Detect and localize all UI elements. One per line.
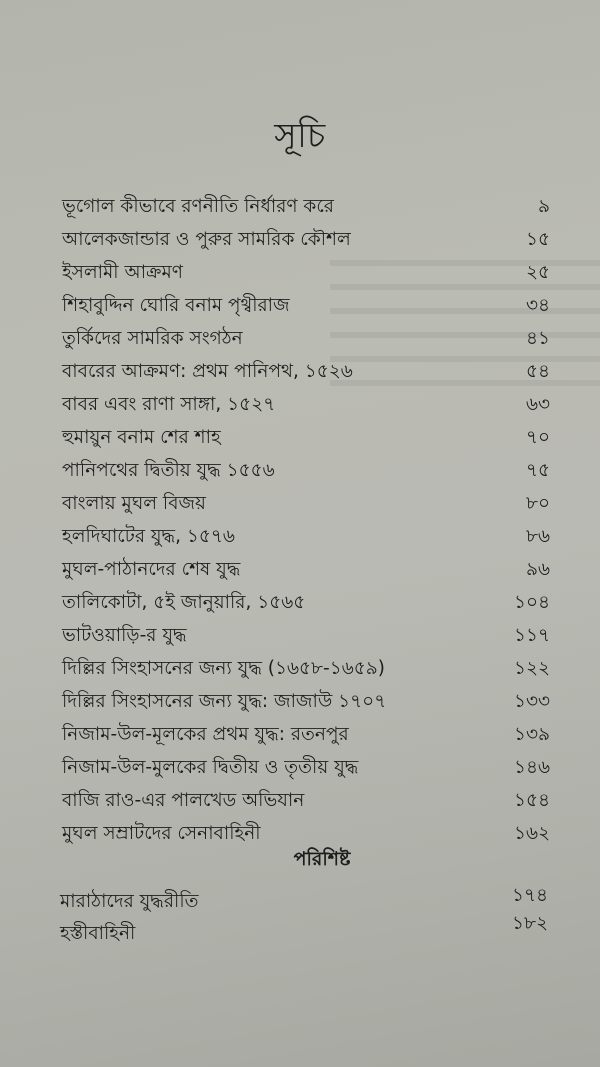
- toc-entry: [62, 190, 550, 223]
- toc-entry-label: নিজাম-উল-মুলকের দ্বিতীয় ও তৃতীয় যুদ্ধ: [62, 757, 359, 778]
- toc-entry: [62, 487, 550, 520]
- toc-entry-page: ৭৫: [525, 460, 550, 481]
- toc-entry: [62, 751, 550, 784]
- toc-entry: [62, 322, 550, 355]
- toc-entry-label: ভূগোল কীভাবে রণনীতি নির্ধারণ করে: [62, 196, 334, 217]
- toc-entry-label: নিজাম-উল-মূলকের প্রথম যুদ্ধ: রতনপুর: [62, 724, 349, 745]
- toc-entry-page: ১৪৬: [513, 757, 550, 778]
- toc-entry-page: ১৫: [525, 229, 550, 250]
- appendix-heading: পরিশিষ্ট: [293, 848, 351, 870]
- toc-entry-label: বাবরের আক্রমণ: প্রথম পানিপথ, ১৫২৬: [62, 361, 353, 382]
- toc-entry-page: ৬৩: [525, 394, 550, 415]
- toc-entry-label: দিল্লির সিংহাসনের জন্য যুদ্ধ (১৬৫৮-১৬৫৯): [62, 658, 385, 679]
- toc-entry: [62, 289, 550, 322]
- table-of-contents: [62, 190, 550, 850]
- toc-entry: [62, 355, 550, 388]
- appendix-entry-page: ১৮২: [511, 913, 548, 934]
- toc-entry-label: আলেকজান্ডার ও পুরুর সামরিক কৌশল: [62, 229, 351, 250]
- toc-entry-page: ৮৬: [525, 526, 550, 547]
- toc-entry: [62, 421, 550, 454]
- toc-entry: [62, 223, 550, 256]
- toc-entry: [62, 520, 550, 553]
- toc-entry-label: মুঘল-পাঠানদের শেষ যুদ্ধ: [62, 559, 241, 580]
- appendix-list: [60, 886, 548, 950]
- toc-entry: [62, 586, 550, 619]
- toc-entry-page: ১৩৩: [513, 691, 550, 712]
- toc-entry-page: ১০৪: [513, 592, 550, 613]
- toc-entry-label: দিল্লির সিংহাসনের জন্য যুদ্ধ: জাজাউ ১৭০৭: [62, 691, 387, 712]
- toc-entry: [62, 388, 550, 421]
- toc-entry-page: ৭০: [525, 427, 550, 448]
- toc-entry-page: ১২২: [513, 658, 550, 679]
- toc-entry-page: ১৫৪: [513, 790, 550, 811]
- toc-entry: [62, 652, 550, 685]
- toc-entry: [62, 619, 550, 652]
- toc-entry: [62, 454, 550, 487]
- toc-entry-label: বাজি রাও-এর পালখেড অভিযান: [62, 790, 305, 811]
- toc-entry-page: ১১৭: [513, 625, 550, 646]
- toc-entry-page: ৩৪: [525, 295, 550, 316]
- toc-entry-page: ৯৬: [525, 559, 550, 580]
- toc-entry: [62, 685, 550, 718]
- page-title: সূচি: [274, 116, 326, 156]
- toc-entry-label: হুমায়ুন বনাম শের শাহ: [62, 427, 221, 448]
- toc-entry-page: ১৬২: [513, 823, 550, 844]
- appendix-entry-label: হস্তীবাহিনী: [60, 923, 136, 944]
- toc-entry-label: শিহাবুদ্দিন ঘোরি বনাম পৃথ্বীরাজ: [62, 295, 290, 316]
- toc-entry: [62, 718, 550, 751]
- toc-entry: [62, 553, 550, 586]
- toc-entry-page: ৪১: [525, 328, 550, 349]
- toc-entry-label: তুর্কিদের সামরিক সংগঠন: [62, 328, 243, 349]
- toc-entry: [62, 784, 550, 817]
- toc-entry-label: বাংলায় মুঘল বিজয়: [62, 493, 206, 514]
- appendix-entry-page: ১৭৪: [511, 885, 548, 906]
- toc-entry-label: হলদিঘাটের যুদ্ধ, ১৫৭৬: [62, 526, 235, 547]
- toc-entry-label: পানিপথের দ্বিতীয় যুদ্ধ ১৫৫৬: [62, 460, 275, 481]
- appendix-entry-label: মারাঠাদের যুদ্ধরীতি: [60, 891, 199, 912]
- appendix-entry: [60, 913, 548, 950]
- toc-entry-page: ১৩৯: [513, 724, 550, 745]
- appendix-entry: [60, 886, 548, 918]
- toc-entry-label: ভাটওয়াড়ি-র যুদ্ধ: [62, 625, 187, 646]
- toc-entry-page: ২৫: [525, 262, 550, 283]
- toc-entry-label: মুঘল সম্রাটদের সেনাবাহিনী: [62, 823, 261, 844]
- toc-entry-page: ৯: [537, 196, 550, 217]
- toc-entry-page: ৮০: [525, 493, 550, 514]
- toc-entry-label: ইসলামী আক্রমণ: [62, 262, 183, 283]
- toc-entry-page: ৫৪: [525, 361, 550, 382]
- toc-entry: [62, 256, 550, 289]
- toc-entry-label: তালিকোটা, ৫ই জানুয়ারি, ১৫৬৫: [62, 592, 306, 613]
- toc-entry-label: বাবর এবং রাণা সাঙ্গা, ১৫২৭: [62, 394, 276, 415]
